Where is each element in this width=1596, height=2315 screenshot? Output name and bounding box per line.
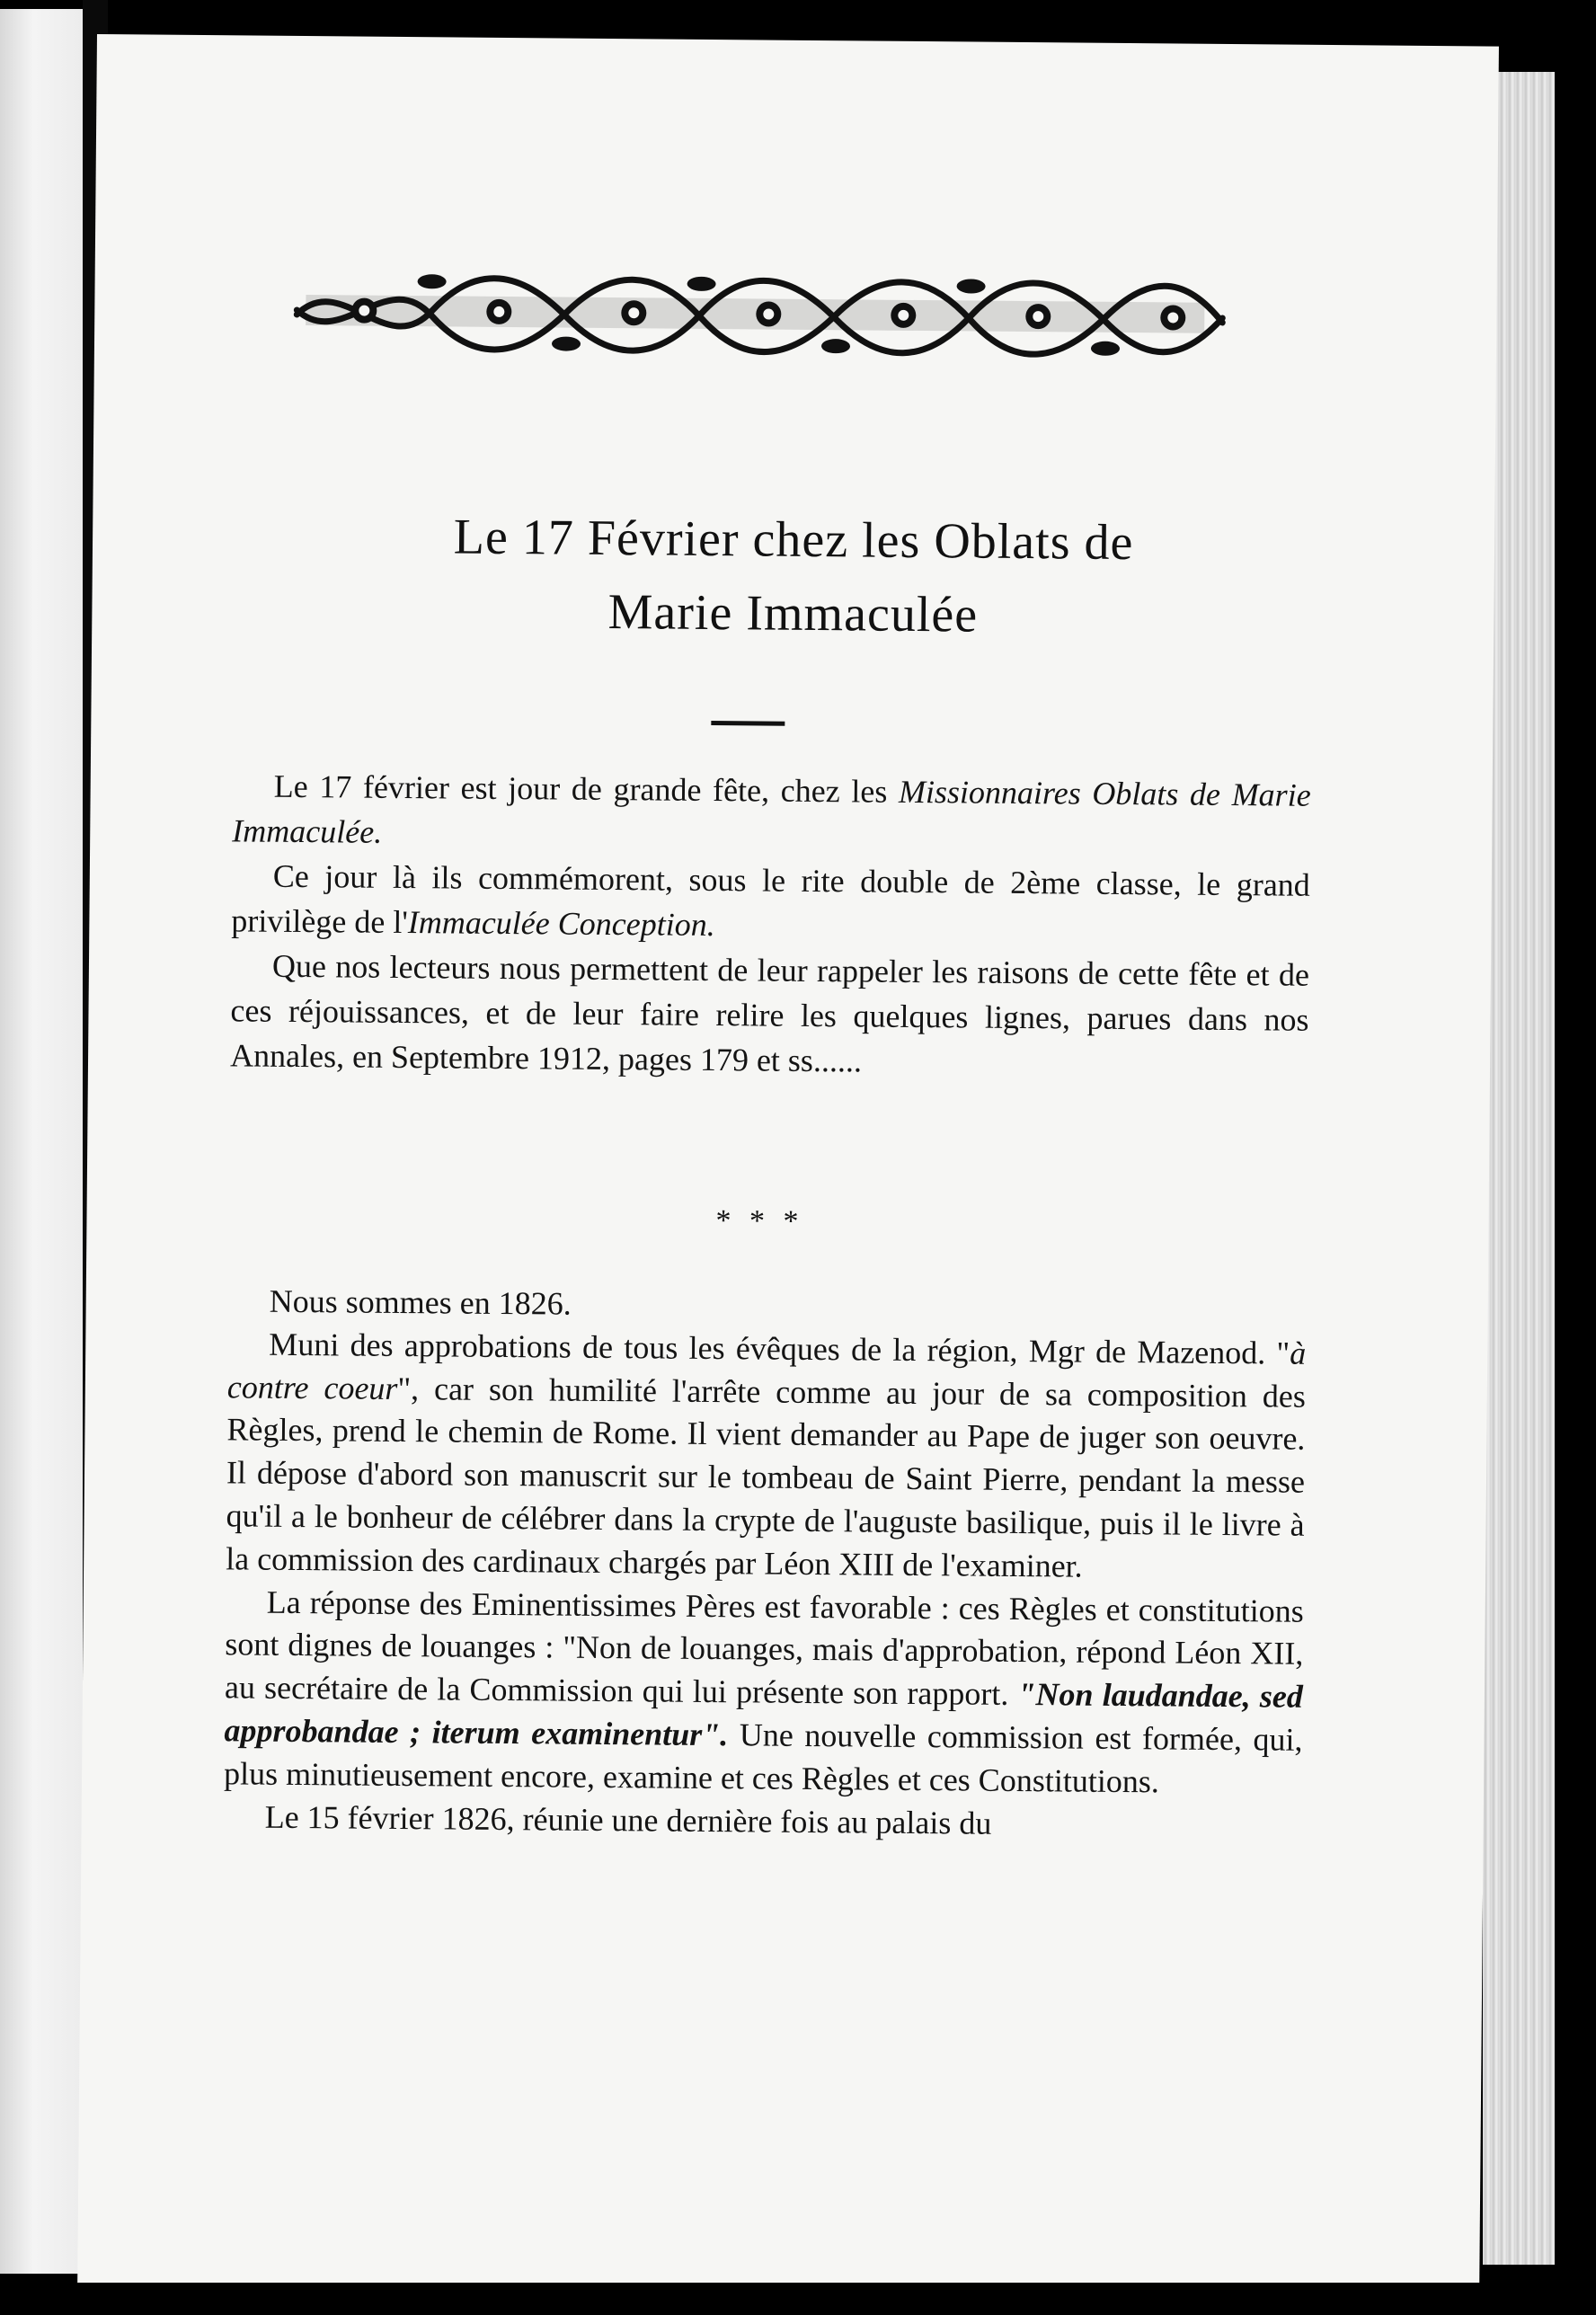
- narrative-section: [223, 1280, 1306, 1848]
- decorative-vine-ornament: [288, 261, 1241, 368]
- intro-section: [230, 763, 1311, 1087]
- title-divider: [711, 721, 785, 726]
- title-line-1: Le 17 Février chez les Oblats de: [453, 509, 1134, 572]
- italic-congregation-name: Missionnaires Oblats de Marie Immaculée.: [232, 773, 1311, 850]
- text-span: Le 17 février est jour de grande fête, chez les: [273, 767, 900, 810]
- intro-paragraph-3: Que nos lecteurs nous permettent de leur rappeler les raisons de cette fête et de ces réjouissances, et de leur faire relire les quelques lignes, parues dans nos Annales, en Septembre 1912, pages 179 et ss......: [229, 947, 1310, 1079]
- text-span: Une nouvelle commission est formée, qui, plus minutieusement encore, examine et ces Règles et ces Constitutions.: [223, 1716, 1303, 1800]
- narrative-paragraph-2: [226, 1323, 1306, 1590]
- italic-quote: à contre coeur: [226, 1335, 1307, 1406]
- facing-page-edge: [0, 9, 83, 2274]
- intro-paragraph-1: [232, 763, 1311, 862]
- scan-border-bottom: [0, 2283, 1596, 2315]
- title-line-2: Marie Immaculée: [607, 583, 979, 643]
- page-title: [226, 498, 1360, 655]
- book-page: [77, 34, 1499, 2298]
- narrative-paragraph-4: Le 15 février 1826, réunie une dernière fois au palais du: [264, 1798, 992, 1841]
- italic-immaculate-conception: Immaculée Conception.: [407, 904, 715, 944]
- narrative-paragraph-1: Nous sommes en 1826.: [269, 1282, 572, 1322]
- text-span: La réponse des Eminentissimes Pères est favorable : ces Règles et constitutions sont dignes de louanges : "Non de louanges, mais d'approbation, répond Léon XII, au secrétaire de la Commission qui lui présente son rapport.: [224, 1583, 1304, 1713]
- scan-border-right: [1559, 0, 1596, 2315]
- text-span: Ce jour là ils commémorent, sous le rite double de 2ème classe, le grand privilège de l': [231, 857, 1310, 941]
- text-span: Muni des approbations de tous les évêques de la région, Mgr de Mazenod. ": [269, 1326, 1290, 1371]
- text-span: ", car son humilité l'arrête comme au jour de sa composition des Règles, prend le chemin de Rome. Il vient demander au Pape de juger son oeuvre. Il dépose d'abord son manuscrit sur le tombeau de Saint Pierre, pendant la messe qu'il a le bonheur de célébrer dans la crypte de l'auguste basilique, puis il le livre à la commission des cardinaux chargés par Léon XIII de l'examiner.: [226, 1370, 1307, 1584]
- section-separator: * * *: [715, 1204, 804, 1238]
- latin-quote: "Non laudandae, sed approbandae ; iterum examinentur".: [224, 1676, 1304, 1753]
- narrative-paragraph-3: [224, 1581, 1304, 1805]
- intro-paragraph-2: [231, 853, 1310, 952]
